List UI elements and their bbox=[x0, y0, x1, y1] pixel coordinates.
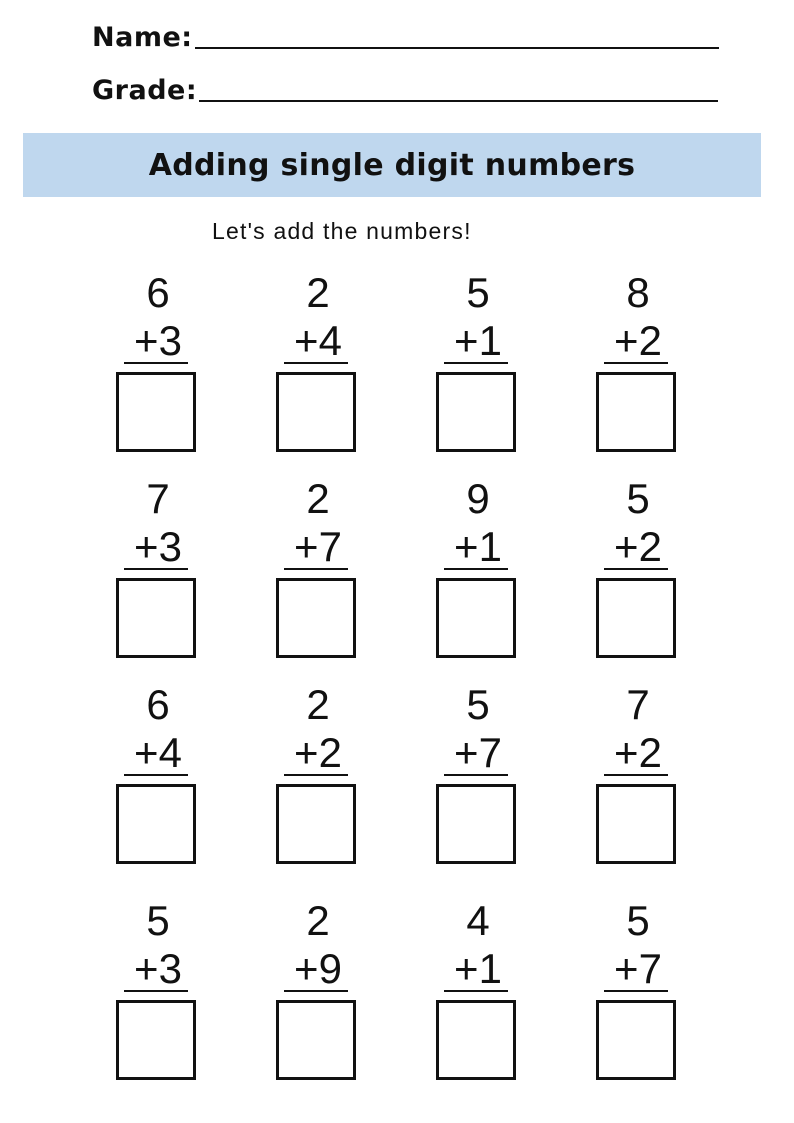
answer-box[interactable] bbox=[116, 578, 196, 658]
answer-box[interactable] bbox=[276, 1000, 356, 1080]
problem-item bbox=[418, 897, 538, 1100]
answer-box[interactable] bbox=[436, 372, 516, 452]
sum-underline bbox=[284, 362, 348, 364]
problem-item bbox=[98, 475, 218, 678]
sum-underline bbox=[604, 774, 668, 776]
second-addend: +7 bbox=[454, 729, 502, 776]
second-addend: +7 bbox=[614, 945, 662, 992]
first-addend: 7 bbox=[626, 681, 650, 728]
first-addend: 5 bbox=[146, 897, 170, 944]
second-addend: +2 bbox=[294, 729, 342, 776]
problem-item bbox=[578, 681, 698, 884]
answer-box[interactable] bbox=[436, 784, 516, 864]
answer-box[interactable] bbox=[116, 372, 196, 452]
first-addend: 2 bbox=[306, 681, 330, 728]
name-label: Name: bbox=[92, 22, 193, 53]
problem-item bbox=[98, 897, 218, 1100]
second-addend: +2 bbox=[614, 317, 662, 364]
problem-item bbox=[418, 269, 538, 472]
first-addend: 2 bbox=[306, 897, 330, 944]
second-addend: +2 bbox=[614, 729, 662, 776]
second-addend: +1 bbox=[454, 317, 502, 364]
first-addend: 6 bbox=[146, 681, 170, 728]
sum-underline bbox=[604, 990, 668, 992]
name-field-row bbox=[92, 24, 719, 51]
problem-item bbox=[98, 681, 218, 884]
answer-box[interactable] bbox=[436, 578, 516, 658]
answer-box[interactable] bbox=[596, 1000, 676, 1080]
sum-underline bbox=[444, 568, 508, 570]
answer-box[interactable] bbox=[276, 784, 356, 864]
first-addend: 7 bbox=[146, 475, 170, 522]
problem-item bbox=[578, 269, 698, 472]
problem-item bbox=[578, 897, 698, 1100]
grade-label: Grade: bbox=[92, 75, 198, 106]
second-addend: +9 bbox=[294, 945, 342, 992]
problem-item bbox=[418, 475, 538, 678]
second-addend: +2 bbox=[614, 523, 662, 570]
first-addend: 2 bbox=[306, 475, 330, 522]
sum-underline bbox=[604, 568, 668, 570]
name-write-line[interactable] bbox=[195, 47, 719, 49]
second-addend: +3 bbox=[134, 523, 182, 570]
second-addend: +4 bbox=[294, 317, 342, 364]
sum-underline bbox=[444, 990, 508, 992]
answer-box[interactable] bbox=[116, 1000, 196, 1080]
first-addend: 2 bbox=[306, 269, 330, 316]
sum-underline bbox=[284, 568, 348, 570]
answer-box[interactable] bbox=[276, 578, 356, 658]
answer-box[interactable] bbox=[436, 1000, 516, 1080]
second-addend: +1 bbox=[454, 945, 502, 992]
second-addend: +3 bbox=[134, 945, 182, 992]
sum-underline bbox=[124, 990, 188, 992]
problem-item bbox=[258, 269, 378, 472]
sum-underline bbox=[444, 362, 508, 364]
sum-underline bbox=[284, 774, 348, 776]
problem-item bbox=[258, 681, 378, 884]
sum-underline bbox=[444, 774, 508, 776]
answer-box[interactable] bbox=[596, 578, 676, 658]
first-addend: 5 bbox=[466, 269, 490, 316]
second-addend: +7 bbox=[294, 523, 342, 570]
first-addend: 5 bbox=[626, 475, 650, 522]
sum-underline bbox=[604, 362, 668, 364]
worksheet-title: Adding single digit numbers bbox=[148, 147, 636, 183]
title-banner bbox=[23, 133, 761, 197]
problem-item bbox=[258, 475, 378, 678]
first-addend: 4 bbox=[466, 897, 490, 944]
answer-box[interactable] bbox=[276, 372, 356, 452]
sum-underline bbox=[284, 990, 348, 992]
answer-box[interactable] bbox=[116, 784, 196, 864]
second-addend: +3 bbox=[134, 317, 182, 364]
grade-write-line[interactable] bbox=[199, 100, 718, 102]
first-addend: 9 bbox=[466, 475, 490, 522]
problem-item bbox=[258, 897, 378, 1100]
first-addend: 5 bbox=[466, 681, 490, 728]
first-addend: 5 bbox=[626, 897, 650, 944]
answer-box[interactable] bbox=[596, 372, 676, 452]
instruction-text: Let's add the numbers! bbox=[212, 218, 472, 244]
problem-item bbox=[578, 475, 698, 678]
problem-item bbox=[418, 681, 538, 884]
second-addend: +4 bbox=[134, 729, 182, 776]
sum-underline bbox=[124, 568, 188, 570]
first-addend: 8 bbox=[626, 269, 650, 316]
first-addend: 6 bbox=[146, 269, 170, 316]
answer-box[interactable] bbox=[596, 784, 676, 864]
grade-field-row bbox=[92, 77, 718, 104]
second-addend: +1 bbox=[454, 523, 502, 570]
sum-underline bbox=[124, 774, 188, 776]
sum-underline bbox=[124, 362, 188, 364]
problem-item bbox=[98, 269, 218, 472]
